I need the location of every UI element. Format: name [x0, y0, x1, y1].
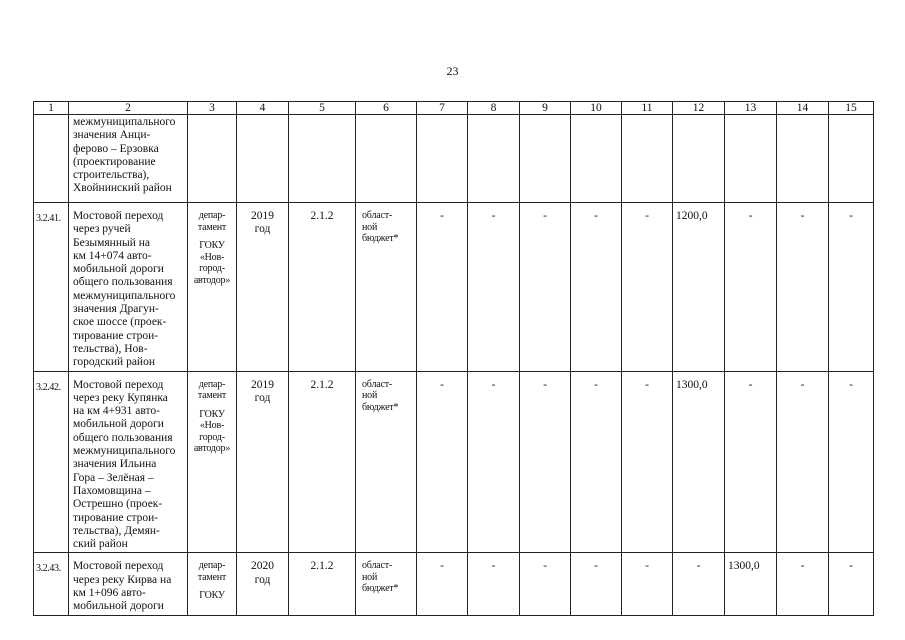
- executor-line: тамент: [197, 571, 227, 583]
- year-line: год: [254, 223, 271, 236]
- header-row: [34, 102, 874, 115]
- funding-source-line: ной: [362, 571, 378, 583]
- header-cell: 10: [571, 102, 622, 115]
- object-name-line: Хвойнинский район: [73, 182, 172, 195]
- amount-cell: -: [673, 553, 725, 615]
- year-cell: [237, 553, 289, 615]
- funding-source-line: ной: [362, 390, 378, 402]
- amount-cell: [571, 115, 622, 203]
- year-line: 2019: [251, 378, 274, 391]
- table-row: [34, 115, 874, 203]
- amount-cell: [725, 115, 777, 203]
- header-cell: 12: [673, 102, 725, 115]
- executor-line: депар-: [198, 560, 226, 572]
- amount-cell: [468, 115, 520, 203]
- year-cell: [237, 371, 289, 553]
- funding-source-line: ной: [362, 221, 378, 233]
- object-name-line: мобильной дороги: [73, 418, 164, 431]
- object-name-line: значения Анци-: [73, 129, 151, 142]
- amount-cell: -: [622, 371, 673, 553]
- amount-cell: [417, 115, 468, 203]
- header-cell: 11: [622, 102, 673, 115]
- year-line: год: [254, 573, 271, 586]
- executor-line: город-: [199, 431, 225, 443]
- amount-cell: -: [777, 553, 829, 615]
- object-name-line: тельства), Демян-: [73, 524, 160, 537]
- amount-cell: -: [417, 371, 468, 553]
- code-cell: [289, 115, 356, 203]
- amount-cell: -: [520, 553, 571, 615]
- amount-cell: -: [417, 553, 468, 615]
- executor-cell: [188, 371, 237, 553]
- funding-source-cell: [356, 553, 417, 615]
- funding-source-cell: [356, 203, 417, 372]
- object-name-line: ский район: [73, 538, 128, 551]
- object-name-line: межмуниципального: [73, 116, 176, 128]
- object-name-line: городский район: [73, 356, 155, 369]
- executor-line: ГОКУ: [199, 590, 225, 602]
- amount-cell: [520, 115, 571, 203]
- amount-cell: 1200,0: [673, 203, 725, 372]
- table-row: [34, 371, 874, 553]
- object-name-line: через реку Кирва на: [73, 573, 172, 586]
- executor-gap: [190, 583, 234, 590]
- header-cell: 2: [69, 102, 188, 115]
- funding-source-line: област-: [362, 210, 393, 221]
- header-cell: 6: [356, 102, 417, 115]
- amount-cell: -: [829, 371, 874, 553]
- amount-cell: -: [622, 553, 673, 615]
- amount-cell: -: [417, 203, 468, 372]
- year-cell: [237, 203, 289, 372]
- object-name-line: общего пользования: [73, 276, 173, 289]
- year-cell: [237, 115, 289, 203]
- object-name-line: мобильной дороги: [73, 600, 164, 613]
- table-row: [34, 553, 874, 615]
- object-name-cell: [69, 371, 188, 553]
- executor-line: ГОКУ: [199, 240, 225, 251]
- header-cell: 13: [725, 102, 777, 115]
- header-cell: 9: [520, 102, 571, 115]
- header-cell: 7: [417, 102, 468, 115]
- funding-source-line: област-: [362, 378, 393, 390]
- object-name-line: через ручей: [73, 223, 131, 236]
- header-cell: 1: [34, 102, 69, 115]
- amount-cell: -: [622, 203, 673, 372]
- amount-cell: -: [777, 203, 829, 372]
- amount-cell: -: [829, 553, 874, 615]
- amount-cell: -: [468, 371, 520, 553]
- executor-line: тамент: [197, 221, 227, 233]
- code-cell: 2.1.2: [289, 203, 356, 372]
- object-name-line: Мостовой переход: [73, 210, 164, 222]
- amount-cell: -: [468, 203, 520, 372]
- object-name-line: Безымянный на: [73, 236, 151, 249]
- object-name-line: км 1+096 авто-: [73, 587, 146, 600]
- amount-cell: -: [468, 553, 520, 615]
- executor-line: «Нов-: [199, 251, 225, 263]
- executor-cell: [188, 203, 237, 372]
- funding-source-line: бюджет*: [362, 401, 399, 413]
- amount-cell: -: [777, 371, 829, 553]
- object-name-line: тельства), Нов-: [73, 342, 148, 355]
- header-cell: 14: [777, 102, 829, 115]
- funding-source-line: област-: [362, 560, 393, 572]
- executor-line: депар-: [198, 378, 226, 390]
- header-cell: 8: [468, 102, 520, 115]
- executor-line: город-: [199, 263, 225, 274]
- amount-cell: 1300,0: [725, 553, 777, 615]
- amount-cell: [829, 115, 874, 203]
- header-cell: 4: [237, 102, 289, 115]
- funding-source-line: бюджет*: [362, 583, 399, 595]
- code-cell: 2.1.2: [289, 553, 356, 615]
- object-name-line: строительства),: [73, 169, 150, 182]
- object-name-line: на км 4+931 авто-: [73, 405, 160, 418]
- row-number-cell: 3.2.43.: [34, 553, 69, 615]
- object-name-line: тирование строи-: [73, 511, 159, 524]
- object-name-cell: [69, 115, 188, 203]
- header-cell: 15: [829, 102, 874, 115]
- executor-line: автодор»: [193, 443, 231, 455]
- amount-cell: -: [829, 203, 874, 372]
- executor-gap: [190, 233, 234, 240]
- executor-line: автодор»: [193, 274, 231, 286]
- object-name-line: значения Драгун-: [73, 303, 159, 316]
- amount-cell: -: [571, 371, 622, 553]
- row-number-cell: 3.2.41.: [34, 203, 69, 372]
- object-name-line: Острешно (проек-: [73, 498, 163, 511]
- amount-cell: -: [725, 203, 777, 372]
- amount-cell: [673, 115, 725, 203]
- object-name-line: межмуниципального: [73, 289, 176, 302]
- page-number: 23: [446, 64, 459, 78]
- object-name-cell: [69, 553, 188, 615]
- object-name-cell: [69, 203, 188, 372]
- executor-line: депар-: [198, 210, 226, 221]
- amount-cell: -: [571, 203, 622, 372]
- amount-cell: [622, 115, 673, 203]
- object-name-line: межмуниципального: [73, 445, 176, 458]
- executor-line: ГОКУ: [199, 408, 225, 420]
- executor-cell: [188, 115, 237, 203]
- amount-cell: 1300,0: [673, 371, 725, 553]
- row-number-cell: [34, 115, 69, 203]
- funding-source-line: бюджет*: [362, 233, 399, 244]
- amount-cell: [777, 115, 829, 203]
- year-line: 2019: [251, 210, 274, 222]
- executor-line: тамент: [197, 390, 227, 402]
- object-name-line: Пахомовщина –: [73, 484, 151, 497]
- funding-source-cell: [356, 115, 417, 203]
- header-cell: 3: [188, 102, 237, 115]
- executor-gap: [190, 402, 234, 409]
- amount-cell: -: [520, 203, 571, 372]
- object-name-line: ферово – Ерзовка: [73, 142, 159, 155]
- data-table: [33, 101, 874, 616]
- object-name-line: тирование строи-: [73, 329, 159, 342]
- object-name-line: Гора – Зелёная –: [73, 471, 154, 484]
- object-name-line: Мостовой переход: [73, 378, 164, 391]
- amount-cell: -: [520, 371, 571, 553]
- executor-cell: [188, 553, 237, 615]
- object-name-line: значения Ильина: [73, 458, 157, 471]
- object-name-line: км 14+074 авто-: [73, 249, 152, 262]
- object-name-line: Мостовой переход: [73, 560, 164, 573]
- object-name-line: общего пользования: [73, 431, 173, 444]
- table-row: [34, 203, 874, 372]
- header-cell: 5: [289, 102, 356, 115]
- amount-cell: -: [571, 553, 622, 615]
- funding-source-cell: [356, 371, 417, 553]
- year-line: год: [254, 391, 271, 404]
- row-number-cell: 3.2.42.: [34, 371, 69, 553]
- object-name-line: мобильной дороги: [73, 263, 164, 276]
- code-cell: 2.1.2: [289, 371, 356, 553]
- amount-cell: -: [725, 371, 777, 553]
- executor-line: «Нов-: [199, 420, 225, 432]
- object-name-line: через реку Купянка: [73, 391, 168, 404]
- year-line: 2020: [251, 560, 274, 573]
- object-name-line: ское шоссе (проек-: [73, 316, 167, 329]
- object-name-line: (проектирование: [73, 155, 156, 168]
